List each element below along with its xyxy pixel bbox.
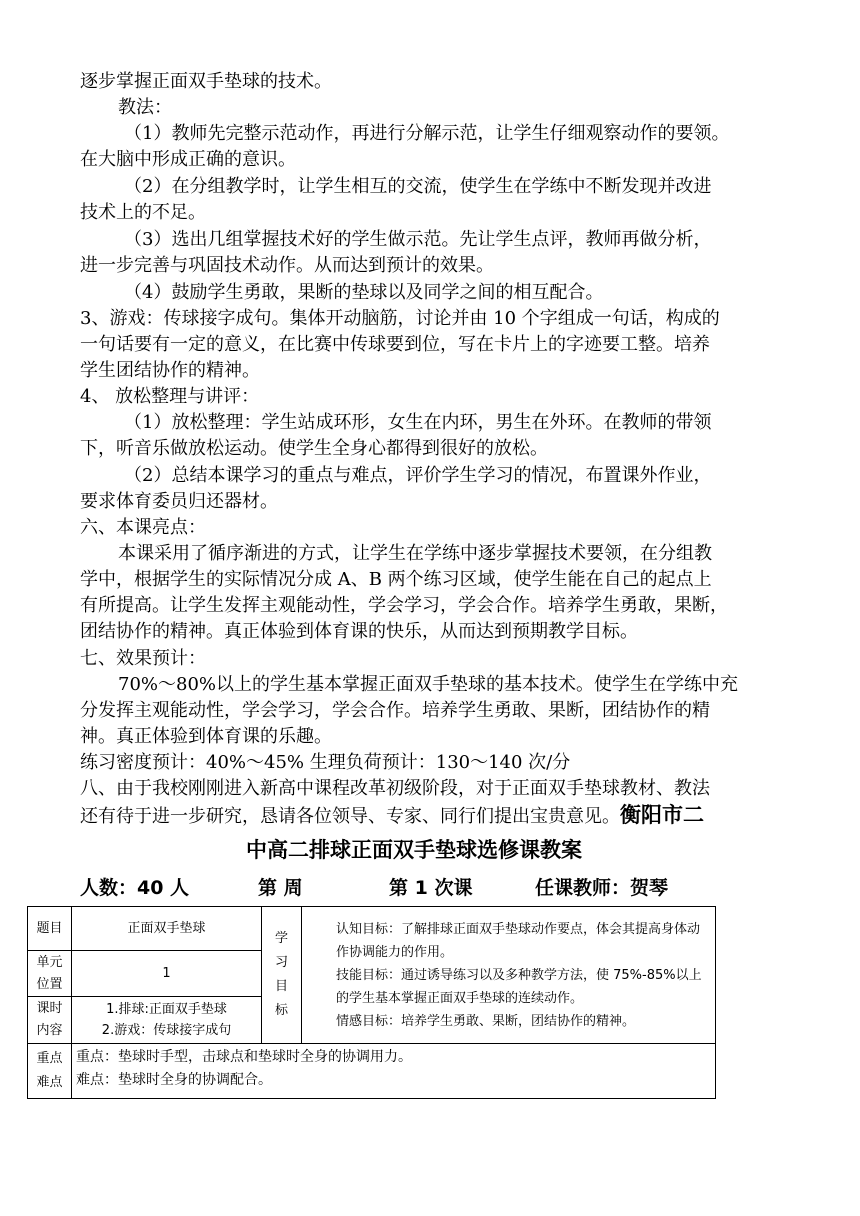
text-line: 练习密度预计：40%～45% 生理负荷预计：130～140 次/分 — [80, 752, 571, 773]
text-line: 团结协作的精神。真正体验到体育课的快乐，从而达到预期教学目标。 — [80, 621, 638, 642]
text-line: 70%～80%以上的学生基本掌握正面双手垫球的基本技术。使学生在学练中充 — [118, 674, 739, 695]
table-row — [28, 1044, 716, 1099]
text-line: 教法： — [118, 97, 172, 118]
key-points — [72, 1044, 716, 1099]
lesson-content — [72, 997, 262, 1044]
topic-value: 正面双手垫球 — [72, 907, 262, 951]
text-line: 学中，根据学生的实际情况分成 A、B 两个练习区域，使学生能在自己的起点上 — [80, 569, 712, 590]
document-title-part1: 衡阳市二 — [620, 803, 704, 827]
content-label: 课时内容 — [28, 997, 72, 1044]
text-line: 进一步完善与巩固技术动作。从而达到预计的效果。 — [80, 255, 494, 276]
text-line: 技术上的不足。 — [80, 202, 206, 223]
text-line: （1）放松整理：学生站成环形，女生在内环，男生在外环。在教师的带领 — [124, 412, 712, 433]
text-line: 八、由于我校刚刚进入新高中课程改革初级阶段，对于正面双手垫球教材、教法 — [80, 778, 710, 799]
document-title-part2: 中高二排球正面双手垫球选修课教案 — [246, 838, 582, 862]
goal-cognitive: 认知目标：了解排球正面双手垫球动作要点，体会其提高身体动作协调能力的作用。 — [336, 921, 701, 960]
student-count: 人数：40 人 — [80, 877, 190, 899]
difficult-point: 难点：垫球时全身的协调配合。 — [76, 1072, 272, 1088]
text-line: 七、效果预计： — [80, 648, 206, 669]
text-line: 六、本课亮点： — [80, 517, 206, 538]
text-line: 有所提高。让学生发挥主观能动性，学会学习，学会合作。培养学生勇敢，果断， — [80, 595, 728, 616]
key-point: 重点：垫球时手型，击球点和垫球时全身的协调用力。 — [76, 1049, 412, 1065]
text-line: 学生团结协作的精神。 — [80, 360, 260, 381]
text-line: （1）教师先完整示范动作，再进行分解示范，让学生仔细观察动作的要领。 — [124, 123, 730, 144]
content-item: 1.排球:正面双手垫球 — [106, 1002, 227, 1017]
text-line: 3、游戏：传球接字成句。集体开动脑筋，讨论并由 10 个字组成一句话，构成的 — [80, 308, 720, 329]
teacher-name: 任课教师：贺琴 — [535, 877, 669, 899]
unit-value: 1 — [72, 951, 262, 997]
text-line: 要求体育委员归还器材。 — [80, 491, 278, 512]
text-line: （2）在分组教学时，让学生相互的交流，使学生在学练中不断发现并改进 — [124, 176, 712, 197]
topic-label: 题目 — [28, 907, 72, 951]
content-item: 2.游戏：传球接字成句 — [101, 1023, 232, 1038]
table-row — [28, 907, 716, 951]
goal-skill: 技能目标：通过诱导练习以及多种教学方法，使 75%-85%以上的学生基本掌握正面双手垫球的连续动作。 — [336, 967, 702, 1006]
text-line: 逐步掌握正面双手垫球的技术。 — [80, 71, 332, 92]
goal-affective: 情感目标：培养学生勇敢、果断，团结协作的精神。 — [336, 1013, 636, 1029]
focus-label: 重点难点 — [28, 1044, 72, 1099]
text-line: 4、 放松整理与讲评： — [80, 386, 260, 407]
text-line: 神。真正体验到体育课的乐趣。 — [80, 726, 332, 747]
text-line: （3）选出几组掌握技术好的学生做示范。先让学生点评，教师再做分析， — [124, 229, 712, 250]
text-line — [80, 803, 704, 829]
week-label: 第 周 — [258, 877, 303, 899]
text-line: 下，听音乐做放松运动。使学生全身心都得到很好的放松。 — [80, 438, 548, 459]
lesson-number: 第 1 次课 — [389, 877, 473, 899]
text-line: 一句话要有一定的意义，在比赛中传球要到位，写在卡片上的字迹要工整。培养 — [80, 334, 710, 355]
unit-label: 单元位置 — [28, 951, 72, 997]
text-line: 本课采用了循序渐进的方式，让学生在学练中逐步掌握技术要领，在分组教 — [118, 543, 712, 564]
text-line: （4）鼓励学生勇敢，果断的垫球以及同学之间的相互配合。 — [124, 282, 604, 303]
text-line: （2）总结本课学习的重点与难点，评价学生学习的情况，布置课外作业， — [124, 465, 712, 486]
goals-label: 学习目标 — [262, 907, 302, 1044]
learning-goals — [302, 907, 716, 1044]
lesson-plan-table — [27, 906, 716, 1099]
text-line: 在大脑中形成正确的意识。 — [80, 149, 296, 170]
text-line: 分发挥主观能动性，学会学习，学会合作。培养学生勇敢、果断，团结协作的精 — [80, 700, 710, 721]
text-line-segment: 还有待于进一步研究，恳请各位领导、专家、同行们提出宝贵意见。 — [80, 806, 620, 827]
